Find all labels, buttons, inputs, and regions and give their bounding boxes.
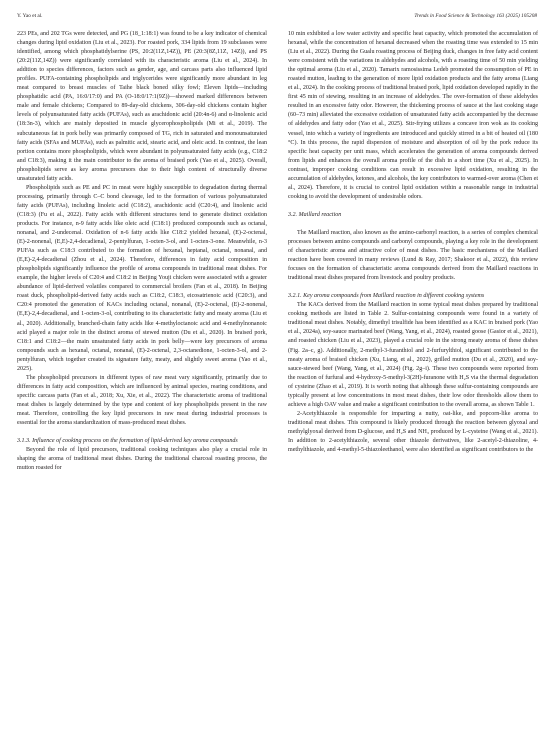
- paragraph-sulfur-compounds: The KACs derived from the Maillard reaction in some typical meat dishes prepared by traditional cooking methods are listed in Table 2. Sulfur-containing compounds were found in a variety of traditional meat dishes. Notably, dimethyl trisulfide has been identified as a KAC in braised pork (Yao et al., 2024a), soy-sauce marinated beef (Wang, Yang, et al., 2024), roasted goose (Gasior et al., 2021), and roasted chicken (Liu et al., 2023), played a crucial role in the strong meaty aroma of these dishes (Fig. 2a–c, g). Additionally, 2-methyl-3-furanthiol and 2-furfurylthiol, significant contributed to the meaty aroma of braised chicken (Xu, Liang, et al., 2022), grilled mutton (Du et al., 2020), and soy-sauce-stewed beef (Wang, Yang, et al., 2024) (Fig. 2g–i). These two compounds were reported from the reaction of furfural and 4-hydroxy-5-methyl-3(2H)-furanone with H₂S via the thermal degradation of cysteine (Zhao et al., 2019). It is worth noting that although these sulfur-containing compounds are typically present at low concentrations in most meat dishes, their low odor thresholds allow them to achieve a high OAV value and make a significant contribution to the overall aroma, as shown Table 1.: [288, 302, 538, 408]
- paragraph-roasting: 10 min exhibited a low water activity and specific heat capacity, which promoted the accumulation of hexanal, while the concentration of hexanal decreased when the roasting time was extended to 15 min (Liu et al., 2022). During the Gualu roasting process of Beijing duck, changes in free fatty acid content were consistent with the variations in aldehydes and alcohols, with a roasting time of 50 min yielding the optimal aroma (Liu et al., 2020). Tamarix ramosissima Ledeb promoted the consumption of PE in roasted mutton, leading to the generation of more lipid oxidation products and the fatty aroma (Liang et al., 2024). In the cooking process of traditional braised pork, lipid oxidation developed rapidly in the first 45 min of stewing, resulting in an increase of aldehydes. The over-formation of these aldehydes resulted in an excessive fatty odor. However, the thickening process of sauce at the last cooking stage (60–73 min) alleviated the excessive oxidation of unsaturated fatty acids accompanied by the decrease of aldehydes and fatty odor (Yao et al., 2025). Stir-frying utilizes a concave iron wok as its cooking vessel, into which a variety of ingredients are introduced and quickly stirred in a bit of heated oil (180 °C). In this process, the rapid dispersion of moisture and absorption of oil by the pork reduce its specific heat capacity per unit mass, which accelerates the generation of aroma compounds derived from lipids and enhances the overall aroma profile of the dish in a short time (Xu et al., 2025). In contrast, improper cooking conditions can result in excessive lipid oxidation, resulting in the accumulation of aldehydes, ketones, and alcohols, the key contributors to warmed-over aroma (Chen et al., 2024). Therefore, it is crucial to control lipid oxidation within a reasonable range in industrial cooking to avoid the development of undesirable odors.: [288, 31, 538, 200]
- paragraph-cooking-techniques: Beyond the role of lipid precursors, traditional cooking techniques also play a crucial role in shaping the aroma of traditional meat dishes. During the traditional charcoal roasting process, the mutton roasted for: [17, 447, 267, 472]
- paragraph-lipid-profiles: 223 PEs, and 202 TGs were detected, and PG (18_1:18:1) was found to be a key indicator of chemical changes during lipid oxidation (Liu et al., 2023). For roasted pork, 334 lipids from 19 subclasses were identified, among which phosphatidylserine (PS, 20:2(11Z,14Z)), PE (20:3(8Z,11Z, 14Z)), and PS (20:2(11Z,14Z)) were significantly correlated with its characteristic aroma (Liu et al., 2024). In addition to species differences, factors such as gender, age, and carcass parts also influenced lipid profiles. PUFA-containing phospholipids and triglycerides were significantly more abundant in leg meat compared to breast muscles of Taihe black boned silky fowl; Eleven lipids—including phosphatidic acid (PA, 16:0/17:0) and PA (O-18:0/17:1(9Z))—showed marked differences between male and female chickens; Compared to 89-day-old chickens, 306-day-old chickens contain higher levels of polyunsaturated fatty acids (PUFAs), such as arachidonic acid (20:4n-6) and α-linolenic acid (18:3n-3), which are mainly deposited in muscle glycerophospholipids (Mi et al., 2019). The subcutaneous fat in pork belly was primarily composed of TG, rich in saturated and monounsaturated fatty acids (SFAs and MUFAs), such as palmitic acid, stearic acid, and oleic acid. In contrast, the lean portion contains more phospholipids, which were abundant in polyunsaturated fatty acids (e.g., C18:2 and C18:3), making it the main contributor to the aroma of braised pork (Yao et al., 2025). Overall, phospholipids serve as key aroma precursors due to their high content of structurally diverse unsaturated fatty acids.: [17, 31, 267, 182]
- subsection-title-maillard-kacs: 3.2.1. Key aroma compounds from Maillard reaction in different cooking systems: [288, 293, 485, 300]
- paragraph-phospholipid-degradation: Phospholipids such as PE and PC in meat were highly susceptible to degradation during thermal processing, primarily through C–C bond cleavage, led to the formation of various polyunsaturated fatty acids (PUFAs), including linoleic acid (C18:2), arachidonic acid (C20:4), and linolenic acid (C18:3) (Fu et al., 2022). Fatty acids with different structures tend to generate distinct oxidation products. For instance, n-9 fatty acids like oleic acid (C18:1) produced compounds such as octanal, nonanal, and 2-undecenal. Oxidation of n-6 fatty acids like C18:2 yielded hexanal, (E)-2-octenal, (E)-2-nonenal, (E,E)-2,4-decadienal, 2-pentylfuran, 1-octen-3-ol, and 1-octen-3-one. Meanwhile, n-3 PUFAs such as C18:3 contributed to the formation of hexanal, heptanal, octanal, nonanal, and (E,E)-2,4-decadienal (Zhou et al., 2024). Therefore, differences in fatty acid composition in phospholipids significantly influence the profile of aroma compounds in traditional meat dishes. For example, the higher levels of C20:4 and C18:2 in Beijing Youji chicken were associated with a greater abundance of lipid-derived volatiles compared to commercial broilers (Fan et al., 2018). In Beijing roast duck, phospholipid-derived fatty acids such as C18:2, C18:3, eicosatrienoic acid (C20:3), and C20:4 promoted the generation of KACs including octanal, nonanal, (E)-2-octenal, (E)-2-nonenal, (E,E)-2,4-decadienal, and 1-octen-3-ol, contributing to its characteristic fatty and meaty aroma (Liu et al., 2020). Additionally, branched-chain fatty acids like 4-methyloctanoic acid and 4-methylnonanoic acid played a major role in the distinct aroma of stewed mutton (Du et al., 2020). In braised pork, C18:1 and C18:2—the main unsaturated fatty acids in pork belly—were key precursors of aroma compounds such as hexanal, octanal, nonanal, (E)-2-octenal, 2,3-octanedione, 1-octen-3-ol, and 2-pentylfuran, which together created its signature fatty, meaty, and slightly sweet aroma (Yao et al., 2025).: [17, 184, 267, 372]
- page-header: [17, 13, 537, 23]
- left-column: [17, 30, 267, 473]
- right-column: [288, 30, 538, 455]
- header-journal: Trends in Food Science & Technology 163 (2025) 105208: [414, 13, 537, 19]
- paragraph-acetylthiazole: 2-Acetylthiazole is responsible for imparting a nutty, oat-like, and popcorn-like aroma to traditional meat dishes. This compound is likely produced through the reaction between glyoxal and methylglyoxal derived from D-glucose, and H₂S and NH₃ produced by L-cysteine (Wang et al., 2021). In addition to 2-acetylthiazole, several other thiazole derivatives, like 2-acetyl-2-thiazoline, 4-methylthiazole, and 4-methyl-5-thiazoleethanol, were also identified as significant contributors to the: [288, 410, 538, 454]
- section-title-maillard: 3.2. Maillard reaction: [288, 211, 342, 218]
- paragraph-maillard-intro: The Maillard reaction, also known as the amino-carbonyl reaction, is a series of complex chemical processes between amino compounds and carbonyl compounds, playing a key role in the development of characteristic aroma and attractive color of meat dishes. The basic mechanisms of the Maillard reaction have been covered in many reviews (Lund & Ray, 2017; Shakoor et al., 2022), this review focuses on the formation of characteristic aroma compounds derived from the Maillard reactions in traditional meat dishes prepared from livestock and poultry products.: [288, 229, 538, 282]
- header-authors: Y. Yao et al.: [17, 13, 43, 19]
- subsection-title-cooking-process: 3.1.3. Influence of cooking process on the formation of lipid-derived key aroma compounds: [17, 438, 238, 445]
- paragraph-phospholipid-precursors: The phospholipid precursors in different types of raw meat vary significantly, primarily due to differences in fatty acid composition, which are influenced by animal species, rearing conditions, and specific carcass parts (Fan et al., 2018; Xu, Xie, et al., 2022). The characteristic aroma of traditional meat dishes is largely determined by the type and content of key phospholipids present in the raw meat. Therefore, controlling the key lipid precursors in raw meat during industrial processes is essential for the aroma standardization of mass-produced meat dishes.: [17, 374, 267, 427]
